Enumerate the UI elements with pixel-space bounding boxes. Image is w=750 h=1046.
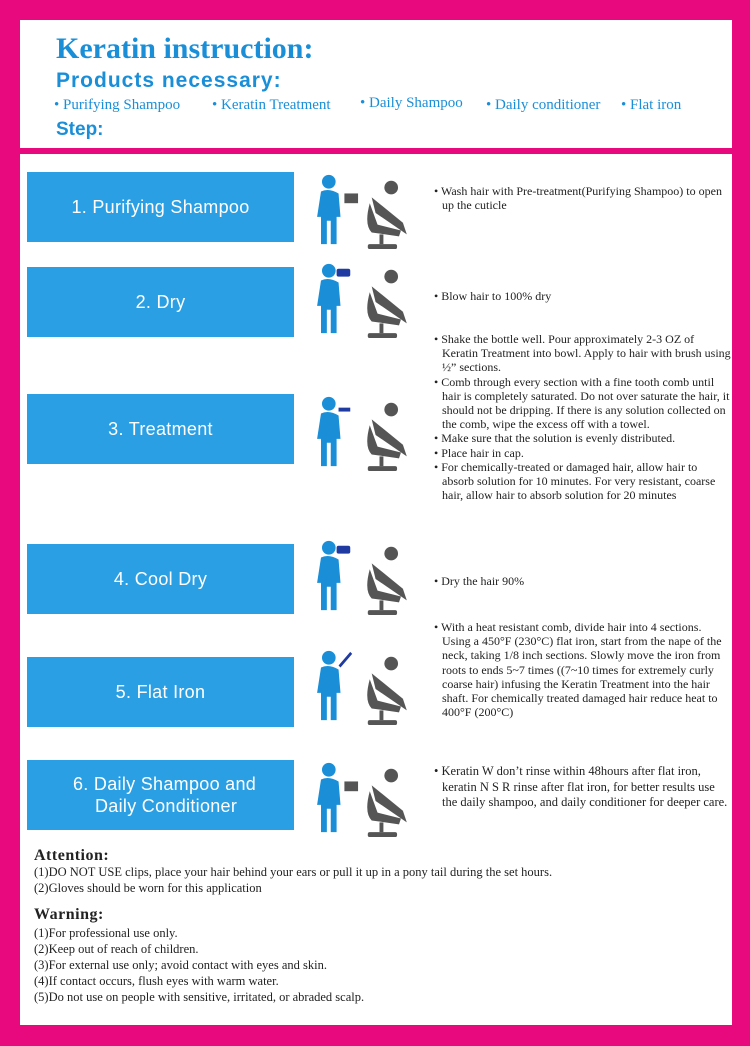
step-label-box [27,760,294,830]
step-3 [20,332,732,552]
description-item: • Make sure that the solution is evenly distributed. [432,431,732,445]
step-description [432,184,732,212]
step-1 [20,172,732,262]
description-item: • Shake the bottle well. Pour approximately 2-3 OZ of Keratin Treatment into bowl. Apply to hair with brush using ½” sections. [432,332,732,375]
step-label-box: 1. Purifying Shampoo [27,172,294,242]
description-item: • Place hair in cap. [432,446,732,460]
attention-item: (1)DO NOT USE clips, place your hair behind your ears or pull it up in a pony tail during the set hours. [34,865,553,879]
step-description [432,620,732,719]
instruction-sheet [20,20,732,1025]
step-description [432,574,732,588]
description-item: • Blow hair to 100% dry [432,289,732,303]
description-item: • Comb through every section with a fine tooth comb until hair is completely saturated. Do not over saturate the hair, it should not be dripping. If there is any solution collected on the comb, wipe the excess off with a towel. [432,375,732,432]
description-item: • For chemically-treated or damaged hair, allow hair to absorb solution for 10 minutes. For very resistant, coarse hair, allow hair to absorb solution for 20 minutes [432,460,732,503]
flat-iron-icon [310,648,410,726]
attention-heading: Attention: [34,847,110,864]
shampoo-sink-icon [310,172,410,250]
step-description [432,289,732,303]
step-label-box: 5. Flat Iron [27,657,294,727]
step-label-box: 4. Cool Dry [27,544,294,614]
product-item: • Purifying Shampoo [54,97,181,113]
warning-item: (4)If contact occurs, flush eyes with warm water. [34,974,279,988]
product-list [54,97,730,119]
blow-dryer-icon [310,538,410,616]
shampoo-sink-icon [310,760,410,838]
warning-item: (1)For professional use only. [34,926,178,940]
description-item: • Keratin W don’t rinse within 48hours after flat iron, keratin N S R rinse after flat iron, for better results use the daily shampoo, and daily conditioner for deeper care. [432,764,732,811]
products-heading: Products necessary: [56,69,282,92]
warning-item: (2)Keep out of reach of children. [34,942,199,956]
description-item: • Dry the hair 90% [432,574,732,588]
attention-list [34,864,724,896]
product-item: • Daily Shampoo [360,95,463,111]
step-label-line: Daily Conditioner [95,796,238,816]
header-divider [20,148,732,154]
attention-item: (2)Gloves should be worn for this application [34,881,262,895]
warning-item: (5)Do not use on people with sensitive, irritated, or abraded scalp. [34,990,365,1004]
blow-dryer-icon [310,261,410,339]
warning-heading: Warning: [34,906,104,923]
description-item: • Wash hair with Pre-treatment(Purifying Shampoo) to open up the cuticle [432,184,732,212]
brush-treatment-icon [310,394,410,472]
step-label-line: 6. Daily Shampoo and [73,774,257,794]
step-5 [20,620,732,750]
header [20,20,732,148]
warning-item: (3)For external use only; avoid contact with eyes and skin. [34,958,327,972]
steps-heading: Step: [56,119,104,140]
page-title: Keratin instruction: [56,32,314,65]
step-description [432,764,732,811]
warning-list [34,925,724,1005]
step-description [432,332,732,502]
step-6 [20,760,732,850]
product-item: • Flat iron [621,97,682,113]
description-item: • With a heat resistant comb, divide hair into 4 sections. Using a 450°F (230°C) flat iron, start from the nape of the neck, taking 1/8 inch sections. Slowly move the iron from roots to ends 5~7 times ((7~10 times for extremely curly coarse hair) infusing the Keratin Treatment into the hair shaft. For chemically treated damaged hair reduce heat to 400°F (200°C) [432,620,732,719]
step-label-box: 2. Dry [27,267,294,337]
product-item: • Keratin Treatment [212,97,331,113]
step-label-box: 3. Treatment [27,394,294,464]
product-item: • Daily conditioner [486,97,601,113]
